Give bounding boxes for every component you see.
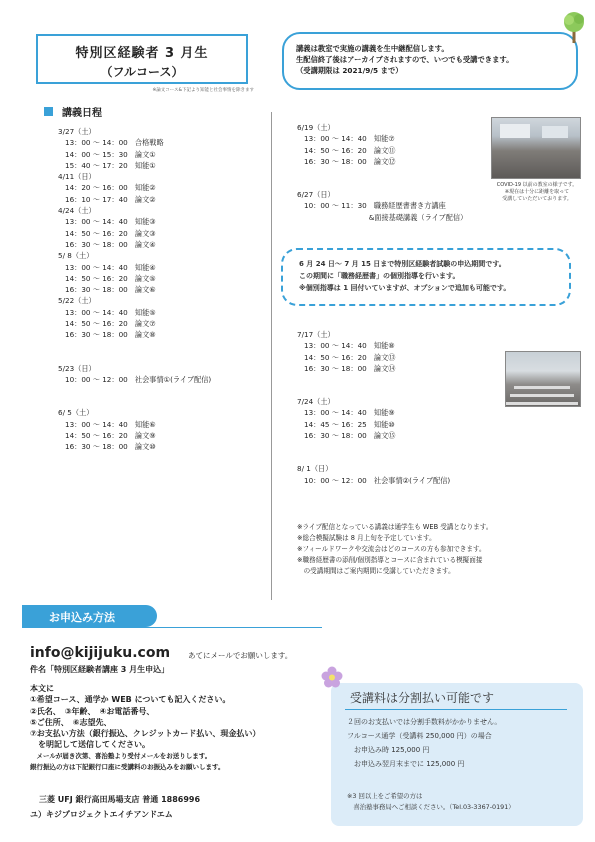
session-row: 14：00 ～ 15：30 論文① bbox=[65, 149, 156, 159]
session-row: 14：50 ～ 16：20 論文⑬ bbox=[304, 352, 396, 362]
session-row: 14：50 ～ 16：20 論文⑨ bbox=[65, 430, 156, 440]
session-date: 6/ 5（土） bbox=[58, 408, 94, 418]
session-row: 13：00 ～ 14：00 合格戦略 bbox=[65, 138, 164, 148]
body-item: ②氏名、 ③年齢、 ④お電話番号、 bbox=[30, 706, 155, 716]
fee-title: 受講料は分割払い可能です bbox=[350, 691, 495, 705]
session-row: 13：00 ～ 14：40 知能⑤ bbox=[65, 307, 156, 317]
session-date: 8/ 1（日） bbox=[297, 464, 333, 474]
session-block bbox=[58, 407, 268, 452]
body-label: 本文に bbox=[30, 684, 54, 693]
note-line: ※フィールドワークや交流会はどのコースの方も参加できます。 bbox=[297, 545, 486, 553]
session-block bbox=[58, 363, 268, 386]
fee-line: ２回のお支払いでは分割手数料がかかりません。 bbox=[347, 718, 502, 726]
session-row: 16：30 ～ 18：00 論文⑩ bbox=[65, 442, 156, 452]
fee-note-line: ※3 回以上をご希望の方は bbox=[347, 792, 423, 800]
application-period-notice bbox=[281, 248, 571, 306]
bank-note: 銀行振込の方は下記銀行口座に受講料のお振込みをお願いします。 bbox=[30, 763, 225, 772]
course-subtitle: （フルコース） bbox=[100, 65, 184, 79]
session-row: 16：30 ～ 18：00 論文④ bbox=[65, 239, 156, 249]
session-row: 14：50 ～ 16：20 論文③ bbox=[65, 228, 156, 238]
note-line: ※ライブ配信となっている講義は通学生も WEB 受講となります。 bbox=[297, 523, 493, 531]
flower-icon bbox=[321, 666, 343, 688]
session-row: 13：00 ～ 14：40 知能③ bbox=[65, 217, 156, 227]
schedule-notes bbox=[297, 522, 579, 577]
apply-divider bbox=[22, 627, 322, 628]
email-instruction: あてにメールでお願いします。 bbox=[188, 651, 293, 660]
column-divider bbox=[271, 112, 272, 600]
session-row: 16：30 ～ 18：00 論文⑫ bbox=[304, 156, 396, 166]
session-block bbox=[297, 122, 497, 167]
session-row: 15：40 ～ 17：20 知能① bbox=[65, 160, 156, 170]
bank-holder: ユ）キジプロジェクトエイチアンドエム bbox=[30, 810, 173, 819]
note-line: ※総合模擬試験は 8 月上旬を予定しています。 bbox=[297, 534, 436, 542]
session-row: 14：45 ～ 16：25 知能⑩ bbox=[304, 419, 395, 429]
square-bullet-icon bbox=[44, 107, 53, 116]
body-item: を明記して送信してください。 bbox=[30, 740, 150, 750]
classroom-photo-2 bbox=[505, 351, 581, 407]
session-date: 7/24（土） bbox=[297, 397, 335, 407]
body-item: ⑤ご住所、 ⑥志望先、 bbox=[30, 717, 112, 727]
body-item: ①希望コース、通学か WEB についても記入ください。 bbox=[30, 695, 231, 705]
session-date: 5/22（土） bbox=[58, 296, 96, 306]
session-block bbox=[58, 126, 268, 171]
session-date: 4/11（日） bbox=[58, 172, 96, 182]
session-block bbox=[58, 295, 268, 340]
fee-note bbox=[347, 791, 515, 812]
session-row: 14：50 ～ 16：20 論文⑦ bbox=[65, 319, 156, 329]
notice-line: ※個別指導は 1 回付いていますが、オプションで追加も可能です。 bbox=[299, 284, 511, 292]
fee-details bbox=[347, 715, 501, 771]
desk-row bbox=[510, 394, 574, 397]
session-block bbox=[297, 329, 502, 374]
contact-email[interactable]: info@kijijuku.com bbox=[30, 645, 171, 661]
session-block bbox=[297, 396, 502, 441]
session-row: 16：30 ～ 18：00 論文⑭ bbox=[304, 363, 396, 373]
email-body-instructions bbox=[30, 683, 260, 773]
tree-icon bbox=[561, 10, 587, 44]
schedule-right-column-bottom bbox=[297, 329, 502, 486]
course-title: 特別区経験者 3 月生 bbox=[75, 46, 209, 61]
classroom-photo bbox=[491, 117, 581, 179]
session-row: &面接基礎講義（ライブ配信） bbox=[304, 212, 468, 222]
classroom-screen bbox=[542, 126, 568, 138]
body-item: ⑦お支払い方法（銀行振込、クレジットカード払い、現金払い） bbox=[30, 729, 261, 739]
session-date: 3/27（土） bbox=[58, 127, 96, 136]
session-block bbox=[297, 463, 502, 486]
notice-line: 生配信終了後はアーカイブされますので、いつでも受講できます。 bbox=[296, 55, 514, 64]
session-row: 14：50 ～ 16：20 論文⑤ bbox=[65, 273, 156, 283]
desk-row bbox=[514, 386, 570, 389]
session-row: 13：00 ～ 14：40 知能⑨ bbox=[304, 408, 395, 418]
streaming-notice bbox=[282, 32, 578, 90]
session-date: 6/27（日） bbox=[297, 190, 335, 200]
fee-line: お申込み時 125,000 円 bbox=[347, 746, 430, 754]
session-row: 14：50 ～ 16：20 論文⑪ bbox=[304, 145, 396, 155]
email-subject: 件名「特別区経験者講座 3 月生申込」 bbox=[30, 665, 170, 674]
session-block bbox=[58, 250, 268, 295]
fee-note-line: 喜治塾事務局へご相談ください。（Tel.03-3367-0191） bbox=[347, 802, 515, 811]
bank-account: 三菱 UFJ 銀行高田馬場支店 普通 1886996 bbox=[39, 795, 201, 804]
session-row: 13：00 ～ 14：40 知能⑦ bbox=[304, 134, 395, 144]
session-row: 16：30 ～ 18：00 論文⑮ bbox=[304, 431, 396, 441]
session-row: 16：30 ～ 18：00 論文⑧ bbox=[65, 330, 156, 340]
note-line: の受講期間はご案内期間に受講していただきます。 bbox=[297, 567, 455, 575]
note-line: ※職務経歴書の添削/個別指導とコースに含まれている模擬面接 bbox=[297, 556, 483, 564]
session-block bbox=[58, 205, 268, 250]
session-row: 13：00 ～ 14：40 知能⑧ bbox=[304, 341, 395, 351]
schedule-heading bbox=[44, 104, 102, 119]
session-date: 4/24（土） bbox=[58, 206, 96, 216]
session-row: 10：00 ～ 11：30 職務経歴書書き方講座 bbox=[304, 201, 446, 211]
desk-row bbox=[506, 402, 578, 405]
session-date: 5/ 8（土） bbox=[58, 251, 94, 261]
caption-line: COVID-19 以前の教室の様子です。 bbox=[496, 182, 578, 188]
notice-line: 6 月 24 日～ 7 月 15 日まで特別区経験者試験の申込期間です。 bbox=[299, 260, 506, 268]
session-row: 13：00 ～ 14：40 知能④ bbox=[65, 262, 156, 272]
notice-line: （受講期限は 2021/9/5 まで） bbox=[296, 66, 403, 75]
reply-note: メールが届き次第、喜治塾より受付メールをお送りします。 bbox=[30, 751, 212, 760]
fee-line: お申込み翌月末までに 125,000 円 bbox=[347, 760, 465, 768]
caption-line: 受講していただいております。 bbox=[502, 196, 572, 202]
notice-line: 講義は教室で実施の講義を生中継配信します。 bbox=[296, 44, 449, 53]
schedule-right-column-top bbox=[297, 122, 497, 223]
course-title-box bbox=[36, 34, 248, 84]
course-note: ※論文コース&下記より知能と社会事情を除きます bbox=[152, 88, 254, 93]
session-row: 16：10 ～ 17：40 論文② bbox=[65, 194, 156, 204]
fee-divider bbox=[345, 709, 567, 710]
schedule-left-column bbox=[58, 126, 268, 452]
schedule-heading-text: 講義日程 bbox=[62, 108, 102, 119]
caption-line: ※現在は十分に距離を取って bbox=[504, 189, 570, 195]
session-date: 5/23（日） bbox=[58, 363, 96, 373]
notice-line: この期間に「職務経歴書」の個別指導を行います。 bbox=[299, 272, 460, 280]
classroom-screen bbox=[500, 124, 530, 138]
photo-caption bbox=[487, 182, 587, 203]
session-date: 7/17（土） bbox=[297, 330, 335, 339]
fee-line: フルコース通学（受講料 250,000 円）の場合 bbox=[347, 732, 492, 740]
session-row: 10：00 ～ 12：00 社会事情②(ライブ配信) bbox=[304, 475, 451, 485]
session-row: 13：00 ～ 14：40 知能⑥ bbox=[65, 419, 156, 429]
session-block bbox=[297, 189, 497, 223]
session-row: 16：30 ～ 18：00 論文⑥ bbox=[65, 285, 156, 295]
session-date: 6/19（土） bbox=[297, 123, 335, 132]
apply-heading: お申込み方法 bbox=[22, 605, 157, 627]
session-block bbox=[58, 171, 268, 205]
session-row: 14：20 ～ 16：00 知能② bbox=[65, 183, 156, 193]
session-row: 10：00 ～ 12：00 社会事情①(ライブ配信) bbox=[65, 374, 212, 384]
